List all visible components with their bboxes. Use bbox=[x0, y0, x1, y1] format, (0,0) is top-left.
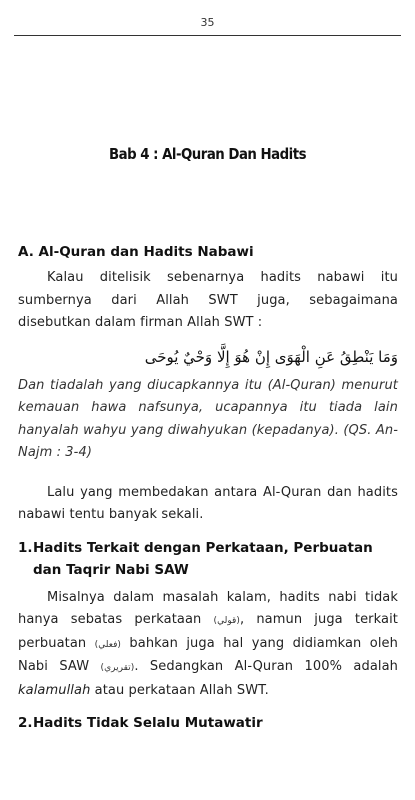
chapter-title: Bab 4 : Al-Quran Dan Hadits bbox=[109, 145, 306, 163]
paragraph: Kalau ditelisik sebenarnya hadits nabawi itu sumbernya dari Allah SWT juga, sebagaimana disebutkan dalam firman Allah SWT : bbox=[18, 270, 398, 330]
subsection-title: Hadits Terkait dengan Perkataan, Perbuatan dan Taqrir Nabi SAW bbox=[33, 539, 373, 578]
verse-translation: Dan tiadalah yang diucapkannya itu (Al-Quran) menurut kemauan hawa nafsunya, ucapannya itu tiada lain hanyalah wahyu yang diwahyukan (kepadanya). (QS. An-Najm : 3-4) bbox=[18, 377, 398, 460]
subsection-number: 2. bbox=[18, 715, 33, 731]
paragraph bbox=[18, 587, 398, 703]
arabic-term: (فعلي) bbox=[94, 639, 122, 650]
header-rule bbox=[14, 35, 401, 36]
subsection-heading bbox=[18, 712, 398, 734]
text-run: , namun juga terkait perbuatan bbox=[18, 612, 398, 651]
paragraph: Lalu yang membedakan antara Al-Quran dan hadits nabawi tentu banyak sekali. bbox=[18, 484, 398, 522]
italic-term: kalamullah bbox=[18, 682, 91, 698]
subsection-heading bbox=[18, 537, 398, 581]
subsection-number: 1. bbox=[18, 539, 33, 556]
arabic-term: (قولي) bbox=[213, 616, 240, 626]
arabic-term: (تقريري) bbox=[100, 663, 135, 673]
text-run: bahkan juga hal yang didiamkan oleh Nabi SAW bbox=[18, 635, 398, 674]
arabic-verse: وَمَا يَنْطِقُ عَنِ الْهَوَى إِنْ هُوَ إِلَّا وَحْيٌ يُوحَى bbox=[144, 347, 398, 366]
text-run: atau perkataan Allah SWT. bbox=[90, 682, 269, 698]
text-run: Misalnya dalam masalah kalam, hadits nabi tidak hanya sebatas perkataan bbox=[18, 589, 398, 627]
section-heading: A. Al-Quran dan Hadits Nabawi bbox=[18, 244, 254, 260]
text-run: . Sedangkan Al-Quran 100% adalah bbox=[134, 659, 399, 674]
page-content bbox=[18, 241, 398, 740]
page-number: 35 bbox=[200, 16, 215, 29]
subsection-title: Hadits Tidak Selalu Mutawatir bbox=[33, 715, 263, 731]
